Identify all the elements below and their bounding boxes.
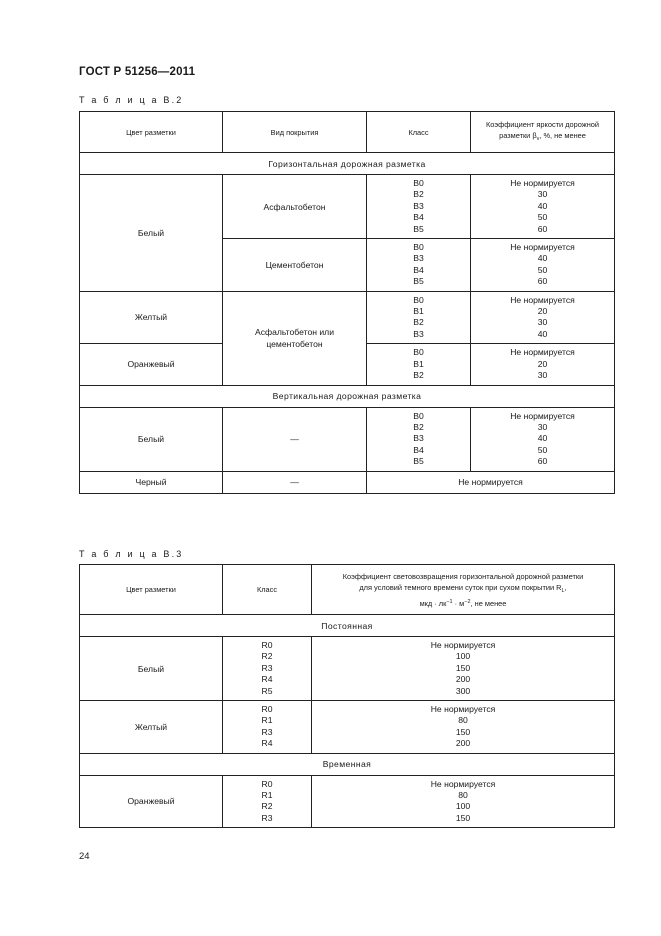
color-white: Белый xyxy=(80,175,223,292)
header-color: Цвет разметки xyxy=(80,565,223,615)
header-color: Цвет разметки xyxy=(80,112,223,153)
section-row xyxy=(80,615,615,637)
color-white: Белый xyxy=(80,407,223,471)
class-cell: В0 В1 В2 В3 xyxy=(367,291,471,344)
table-row xyxy=(80,637,615,701)
table-row xyxy=(80,775,615,828)
table-row xyxy=(80,471,615,493)
class-cell: R0 R1 R2 R3 xyxy=(223,775,312,828)
section-vertical: Вертикальная дорожная разметка xyxy=(80,385,615,407)
color-white: Белый xyxy=(80,637,223,701)
value-cell: Не нормируется 20 30 xyxy=(471,344,615,385)
value-cell: Не нормируется 30 40 50 60 xyxy=(471,407,615,471)
class-cell: R0 R1 R3 R4 xyxy=(223,701,312,754)
color-black: Черный xyxy=(80,471,223,493)
table-row xyxy=(80,407,615,471)
table-row xyxy=(80,291,615,344)
header-surface: Вид покрытия xyxy=(223,112,367,153)
value-cell: Не нормируется xyxy=(367,471,615,493)
surface-dash: — xyxy=(223,471,367,493)
color-yellow: Желтый xyxy=(80,701,223,754)
table-b3-caption: Т а б л и ц а В.3 xyxy=(79,549,184,559)
value-cell: Не нормируется 20 30 40 xyxy=(471,291,615,344)
document-header: ГОСТ Р 51256—2011 xyxy=(79,66,196,78)
class-cell: В0 В3 В4 В5 xyxy=(367,239,471,292)
value-cell: Не нормируется 80 100 150 xyxy=(312,775,615,828)
class-cell: R0 R2 R3 R4 R5 xyxy=(223,637,312,701)
table-b2-header-row xyxy=(80,112,615,153)
color-orange: Оранжевый xyxy=(80,775,223,828)
table-b3-header-row xyxy=(80,565,615,615)
section-permanent: Постоянная xyxy=(80,615,615,637)
section-temporary: Временная xyxy=(80,753,615,775)
surface-dash: — xyxy=(223,407,367,471)
section-row xyxy=(80,753,615,775)
page-number: 24 xyxy=(79,851,90,862)
header-class: Класс xyxy=(223,565,312,615)
section-row xyxy=(80,153,615,175)
table-row xyxy=(80,701,615,754)
table-b2 xyxy=(79,111,615,494)
surface-cement: Цементобетон xyxy=(223,239,367,292)
header-retroreflection-coefficient: Коэффициент световозвращения горизонтальной дорожной разметки для условий темного времени суток при сухом покрытии $R_L$, мкд · $лк^{-1} \cdot м^{-2}$, не менее xyxy=(312,565,615,615)
section-horizontal: Горизонтальная дорожная разметка xyxy=(80,153,615,175)
class-cell: В0 В2 В3 В4 В5 xyxy=(367,175,471,239)
class-cell: В0 В2 В3 В4 В5 xyxy=(367,407,471,471)
header-class: Класс xyxy=(367,112,471,153)
section-row xyxy=(80,385,615,407)
value-cell: Не нормируется 100 150 200 300 xyxy=(312,637,615,701)
table-b3 xyxy=(79,564,615,828)
value-cell: Не нормируется 30 40 50 60 xyxy=(471,175,615,239)
table-b2-caption: Т а б л и ц а В.2 xyxy=(79,95,184,105)
value-cell: Не нормируется 80 150 200 xyxy=(312,701,615,754)
color-orange: Оранжевый xyxy=(80,344,223,385)
surface-asphalt-or-cement: Асфальтобетон или цементобетон xyxy=(223,291,367,385)
value-cell: Не нормируется 40 50 60 xyxy=(471,239,615,292)
table-row xyxy=(80,175,615,239)
color-yellow: Желтый xyxy=(80,291,223,344)
class-cell: В0 В1 В2 xyxy=(367,344,471,385)
surface-asphalt: Асфальтобетон xyxy=(223,175,367,239)
header-brightness-coefficient: Коэффициент яркости дорожной разметки $\beta_v$, %, не менее xyxy=(471,112,615,153)
